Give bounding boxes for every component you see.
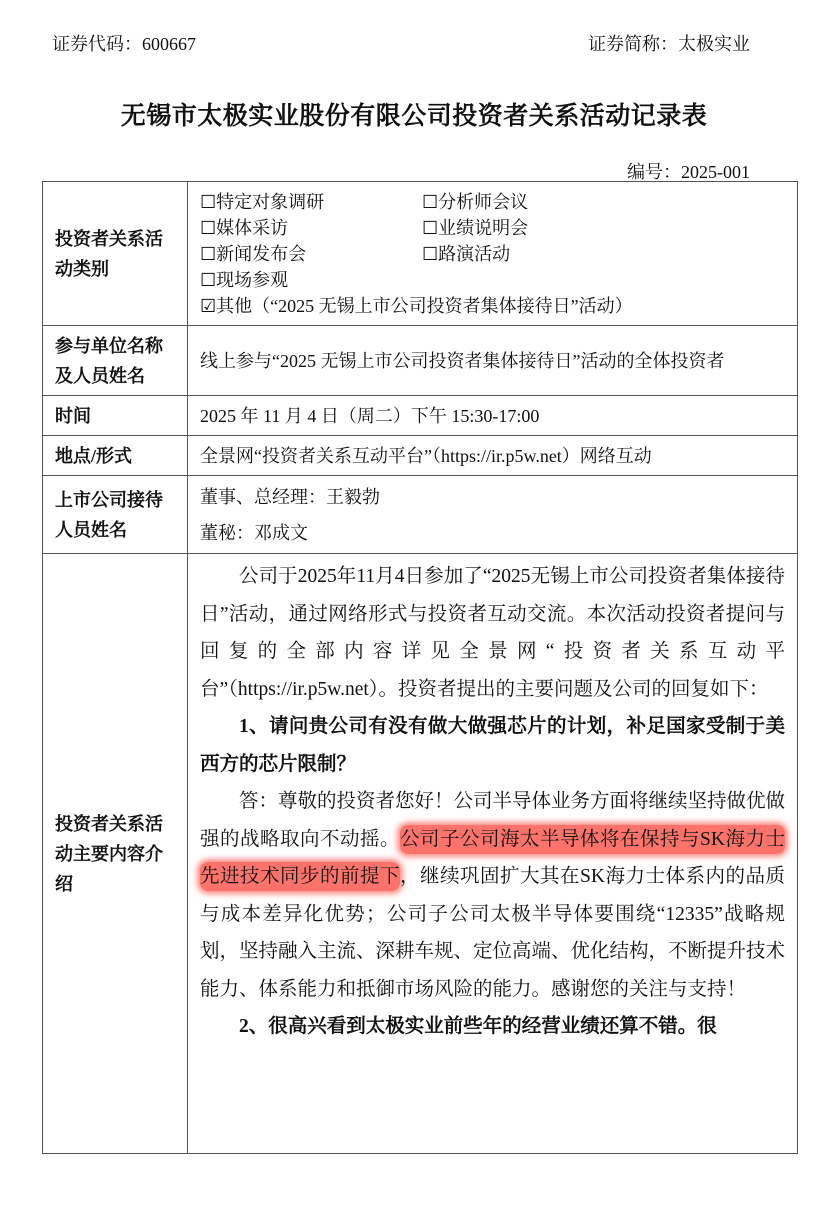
time-value: 2025 年 11 月 4 日（周二）下午 15:30-17:00 xyxy=(188,396,798,436)
option-analyst-meeting: ☐分析师会议 xyxy=(422,191,529,212)
answer-1 xyxy=(200,783,785,1008)
option-press-conference: ☐新闻发布会 xyxy=(200,243,307,264)
row-category xyxy=(43,182,798,326)
staff-gm: 董事、总经理：王毅勃 xyxy=(200,486,380,507)
option-site-visit: ☐现场参观 xyxy=(200,269,289,290)
place-value: 全景网“投资者关系互动平台”（https://ir.p5w.net）网络互动 xyxy=(188,436,798,476)
highlight-mark: 公司子公司海太半导体将在保持与SK海力士先进技术同步的前提下 xyxy=(200,825,785,892)
row-participants xyxy=(43,326,798,396)
label-time: 时间 xyxy=(43,396,188,436)
content-value xyxy=(188,554,798,1154)
label-participants: 参与单位名称及人员姓名 xyxy=(43,326,188,396)
staff-secretary: 董秘：邓成文 xyxy=(200,522,308,543)
question-2: 2、很高兴看到太极实业前些年的经营业绩还算不错。很 xyxy=(239,1016,717,1037)
row-time xyxy=(43,396,798,436)
label-place: 地点/形式 xyxy=(43,436,188,476)
option-other-checked: ☑其他（“2025 无锡上市公司投资者集体接待日”活动） xyxy=(200,295,633,316)
answer-1-pre: 答：尊敬的投资者您好！公司半导体业务方面将继续坚持做优做强的战略取向不动摇。 xyxy=(200,791,786,850)
content-intro: 公司于2025年11月4日参加了“2025无锡上市公司投资者集体接待日”活动，通过网络形式与投资者互动交流。本次活动投资者提问与回复的全部内容详见全景网“投资者关系互动平台”（https://ir.p5w.net）。投资者提出的主要问题及公司的回复如下： xyxy=(200,566,785,700)
answer-1-post: ，继续巩固扩大其在SK海力士体系内的品质与成本差异化优势；公司子公司太极半导体要围绕“12335”战略规划，坚持融入主流、深耕车规、定位高端、优化结构，不断提升技术能力、体系能力和抵御市场风险的能力。感谢您的关注与支持！ xyxy=(200,866,786,1000)
row-staff xyxy=(43,476,798,554)
record-table xyxy=(42,181,798,1154)
stock-abbreviation: 证券简称：太极实业 xyxy=(588,34,750,54)
label-content: 投资者关系活动主要内容介绍 xyxy=(43,554,188,1154)
option-media-interview: ☐媒体采访 xyxy=(200,217,289,238)
row-place xyxy=(43,436,798,476)
participants-value: 线上参与“2025 无锡上市公司投资者集体接待日”活动的全体投资者 xyxy=(188,326,798,396)
stock-code: 证券代码：600667 xyxy=(52,34,196,54)
category-options xyxy=(188,182,798,326)
option-earnings-briefing: ☐业绩说明会 xyxy=(422,217,529,238)
staff-value xyxy=(188,476,798,554)
label-staff: 上市公司接待人员姓名 xyxy=(43,476,188,554)
serial-number: 编号：2025-001 xyxy=(627,162,750,182)
question-1: 1、请问贵公司有没有做大做强芯片的计划，补足国家受制于美西方的芯片限制？ xyxy=(200,716,785,775)
row-content xyxy=(43,554,798,1154)
option-roadshow: ☐路演活动 xyxy=(422,243,511,264)
option-specific-research: ☐特定对象调研 xyxy=(200,191,325,212)
document-title: 无锡市太极实业股份有限公司投资者关系活动记录表 xyxy=(120,103,708,130)
label-category: 投资者关系活动类别 xyxy=(43,182,188,326)
